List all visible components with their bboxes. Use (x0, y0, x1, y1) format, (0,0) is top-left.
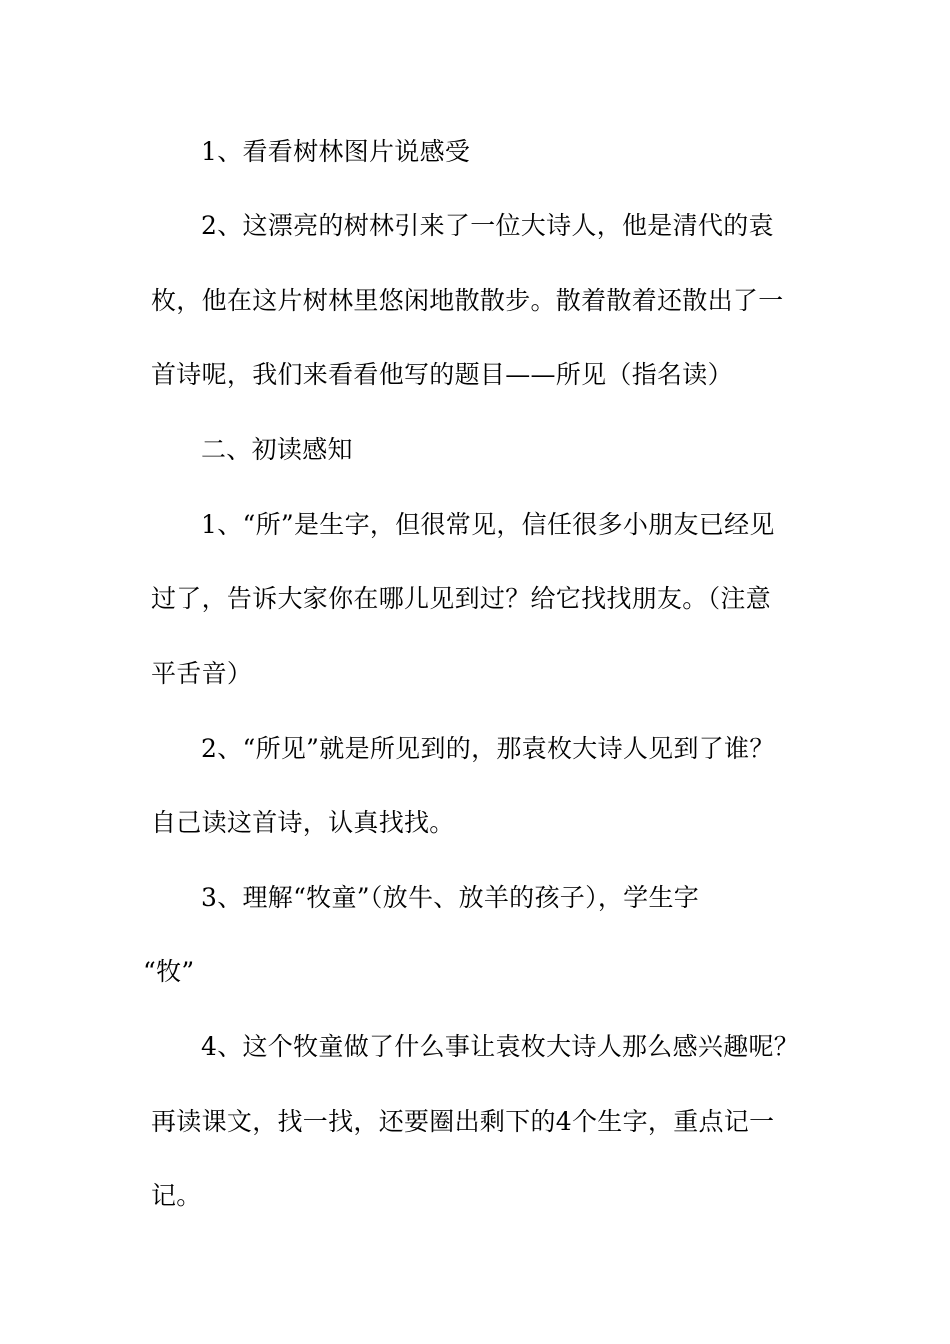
text-line: 自己读这首诗，认真找找。 (151, 808, 455, 837)
text-line: 平舌音） (151, 659, 253, 688)
text-line: 枚，他在这片树林里悠闲地散散步。散着散着还散出了一 (151, 286, 784, 315)
text-line: 1、“所”是生字，但很常见，信任很多小朋友已经见 (201, 510, 775, 539)
section-heading: 二、初读感知 (201, 435, 353, 464)
text-line: 过了，告诉大家你在哪儿见到过？给它找找朋友。（注意 (151, 584, 772, 613)
text-line: 再读课文，找一找，还要圈出剩下的4个生字，重点记一 (151, 1107, 775, 1136)
text-line: 记。 (151, 1181, 202, 1210)
text-line: 3、理解“牧童”（放牛、放羊的孩子），学生字 (201, 883, 700, 912)
text-line: 2、“所见”就是所见到的，那袁枚大诗人见到了谁？ (201, 734, 775, 763)
text-line: 1、看看树林图片说感受 (201, 137, 471, 166)
text-line: 2、这漂亮的树林引来了一位大诗人，他是清代的袁 (201, 211, 774, 240)
text-line: 4、这个牧童做了什么事让袁枚大诗人那么感兴趣呢？ (201, 1032, 800, 1061)
text-line: 首诗呢，我们来看看他写的题目——所见（指名读） (151, 360, 733, 389)
text-line: “牧” (143, 957, 195, 986)
